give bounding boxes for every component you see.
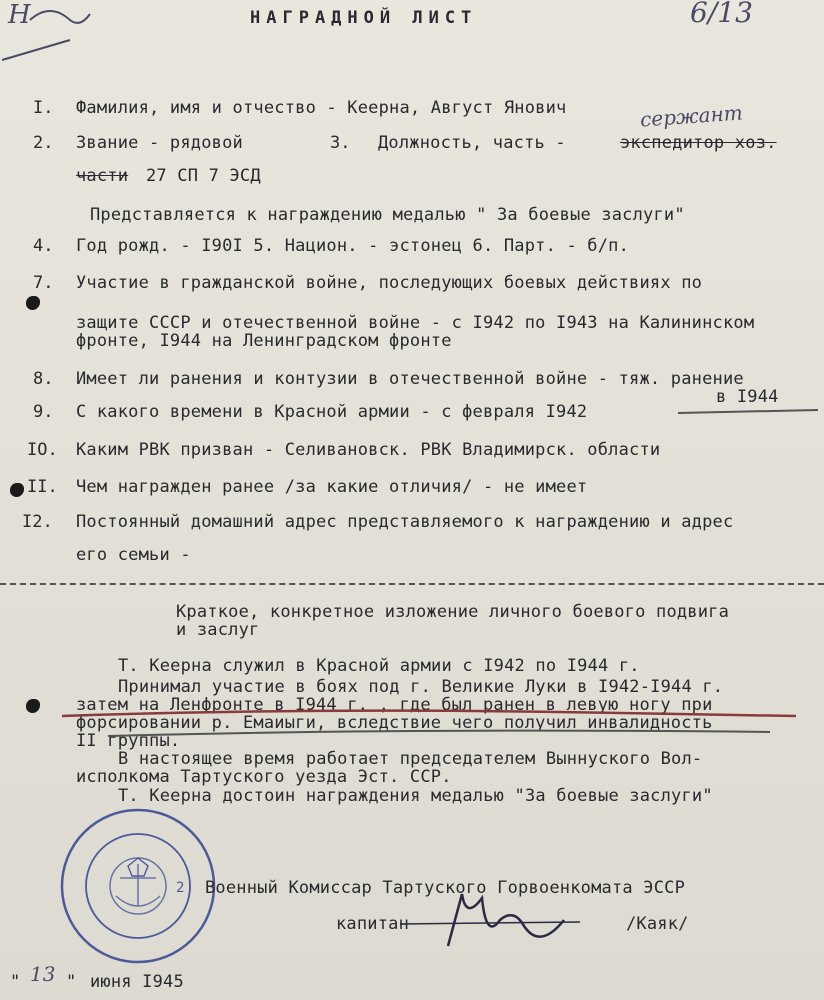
field-number: I2. (22, 512, 53, 532)
summary-heading: Краткое, конкретное изложение личного боевого подвига (176, 602, 730, 622)
nomination-line: Представляется к награждению медалью " За боевые заслуги" (90, 205, 685, 225)
summary-line: Принимал участие в боях под г. Великие Луки в I942-I944 г. (118, 677, 724, 697)
punch-hole (10, 483, 24, 497)
field-previous-awards: Чем награжден ранее /за какие отличия/ - не имеет (76, 477, 588, 497)
field-number: 9. (33, 402, 54, 422)
field-conscripted-by: Каким РВК призван - Селивановск. РВК Владимирск. области (76, 440, 661, 460)
signature-handwritten (390, 880, 610, 960)
field-wounds-cont: в I944 (716, 387, 779, 407)
field-unit-struck: части (76, 166, 129, 186)
field-army-since: С какого времени в Красной армии - с февраля I942 (76, 402, 588, 422)
field-number: 7. (33, 273, 54, 293)
date-open-quote: " (10, 972, 21, 992)
field-number: II. (27, 477, 58, 497)
field-position-struck: экспедитор хоз. (620, 133, 777, 153)
summary-line: исполкома Тартуского уезда Эст. ССР. (76, 767, 452, 787)
field-participation-cont: фронте, I944 на Ленинградском фронте (76, 331, 452, 351)
top-handwritten-number: 6/13 (690, 0, 753, 29)
field-number: I. (33, 98, 54, 118)
summary-line: форсировании р. Емаиыги, вследствие чего получил инвалидность (76, 713, 713, 733)
official-stamp (58, 806, 218, 966)
field-birth-nationality-party: Год рожд. - I90I 5. Национ. - эстонец 6. Парт. - б/п. (76, 236, 630, 256)
corner-mark: Н (8, 0, 31, 30)
summary-line: II группы. (76, 731, 181, 751)
red-pencil-underline (0, 700, 824, 760)
date-day: 13 (30, 962, 56, 986)
field-number: IO. (27, 440, 58, 460)
field-number: 4. (33, 236, 54, 256)
handwritten-rank-correction: сержант (639, 100, 744, 132)
summary-line: Т. Кеерна служил в Красной армии с I942 по I944 г. (118, 656, 640, 676)
field-number: 2. (33, 133, 54, 153)
summary-line: В настоящее время работает председателем Выннуского Вол- (118, 749, 703, 769)
signature-position: Военный Комиссар Тартуского Горвоенкомата ЭССР (205, 878, 686, 898)
field-participation-cont: защите СССР и отечественной войне - с I942 по I943 на Калининском (76, 313, 755, 333)
page-title: НАГРАДНОЙ ЛИСТ (250, 8, 478, 28)
field-number: 8. (33, 369, 54, 389)
field-unit: 27 СП 7 ЭСД (146, 166, 261, 186)
field-wounds: Имеет ли ранения и контузии в отечественной войне - тяж. ранение (76, 369, 744, 389)
signature-rank: капитан (336, 914, 410, 934)
field-position: Должность, часть - (378, 133, 566, 153)
punch-hole (26, 296, 40, 310)
pencil-underline (0, 400, 824, 430)
stamp-number: 2 (176, 880, 185, 896)
section-divider (0, 583, 824, 585)
summary-line: затем на Ленфронте в I944 г. , где был ранен в левую ногу при (76, 695, 713, 715)
field-family-address: его семьи - (76, 545, 191, 565)
field-address: Постоянный домашний адрес представляемого к награждению и адрес (76, 512, 734, 532)
field-full-name: Фамилия, имя и отчество - Кеерна, Август Янович (76, 98, 567, 118)
field-participation: Участие в гражданской войне, последующих боевых действиях по (76, 273, 703, 293)
summary-line: Т. Кеерна достоин награждения медалью "За боевые заслуги" (118, 786, 713, 806)
date-month-year: июня I945 (90, 972, 184, 992)
field-number: 3. (330, 133, 351, 153)
signature-name: /Каяк/ (626, 914, 689, 934)
date-close-quote: " (66, 972, 77, 992)
field-rank: Звание - рядовой (76, 133, 243, 153)
summary-heading-cont: и заслуг (176, 620, 260, 640)
